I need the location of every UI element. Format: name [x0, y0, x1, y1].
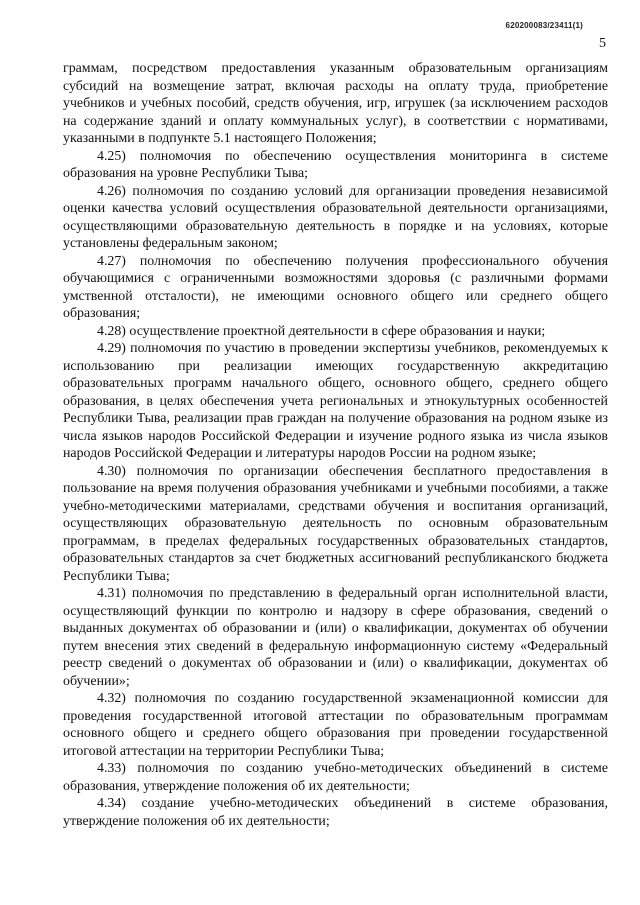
paragraph-4-28: 4.28) осуществление проектной деятельности в сфере образования и науки;	[97, 323, 546, 339]
paragraph-4-26: 4.26) полномочия по созданию условий для организации проведения независимой оценки качества условий осуществления образовательной деятельности организациями, осуществляющими образовательную деятельность в порядке и на условиях, которые установлены федеральным законом;	[63, 183, 608, 251]
paragraph-4-34: 4.34) создание учебно-методических объединений в системе образования, утверждение положения об их деятельности;	[63, 796, 608, 829]
document-code: 620200083/23411(1)	[505, 21, 583, 30]
paragraph-4-25: 4.25) полномочия по обеспечению осуществления мониторинга в системе образования на уровне Республики Тыва;	[63, 148, 608, 181]
paragraph-4-33: 4.33) полномочия по созданию учебно-методических объединений в системе образования, утверждение положения об их деятельности;	[63, 761, 608, 794]
paragraph-4-30: 4.30) полномочия по организации обеспечения бесплатного предоставления в пользование на время получения образования учебниками и учебными пособиями, а также учебно-методическими материалами, средствами обучения и воспитания организаций, осуществляющих образовательную деятельность по основным образовательным программам, в пределах федеральных государственных образовательных стандартов, образовательных стандартов за счет бюджетных ассигнований республиканского бюджета Республики Тыва;	[63, 463, 608, 584]
paragraph-4-27: 4.27) полномочия по обеспечению получения профессионального обучения обучающимися с ограниченными возможностями здоровья (с различными формами умственной отсталости), не имеющими основного общего или среднего общего образования;	[63, 253, 608, 321]
paragraph-4-29: 4.29) полномочия по участию в проведении экспертизы учебников, рекомендуемых к использованию при реализации имеющих государственную аккредитацию образовательных программ начального общего, основного общего, среднего общего образования, в целях обеспечения учета региональных и этнокультурных особенностей Республики Тыва, реализации прав граждан на получение образования на родном языке из числа языков народов Российской Федерации и изучение родного языка из числа языков народов Российской Федерации и литературы народов России на родном языке;	[63, 341, 608, 461]
page-number: 5	[599, 36, 606, 51]
paragraph-4-32: 4.32) полномочия по созданию государственной экзаменационной комиссии для проведения государственной итоговой аттестации по образовательным программам основного общего и среднего общего образования при проведении государственной итоговой аттестации на территории Республики Тыва;	[63, 691, 608, 759]
paragraph-continuation: граммам, посредством предоставления указанным образовательным организациям субсидий на возмещение затрат, включая расходы на оплату труда, приобретение учебников и учебных пособий, средств обучения, игр, игрушек (за исключением расходов на содержание зданий и оплату коммунальных услуг), в соответствии с нормативами, указанными в подпункте 5.1 настоящего Положения;	[63, 61, 608, 146]
document-body	[63, 60, 608, 830]
paragraph-4-31: 4.31) полномочия по представлению в федеральный орган исполнительной власти, осуществляющий функции по контролю и надзору в сфере образования, сведений о выданных документах об образовании и (или) о квалификации, документах об обучении путем внесения этих сведений в федеральную информационную систему «Федеральный реестр сведений о документах об образовании и (или) о квалификации, документах об обучении»;	[63, 586, 608, 689]
